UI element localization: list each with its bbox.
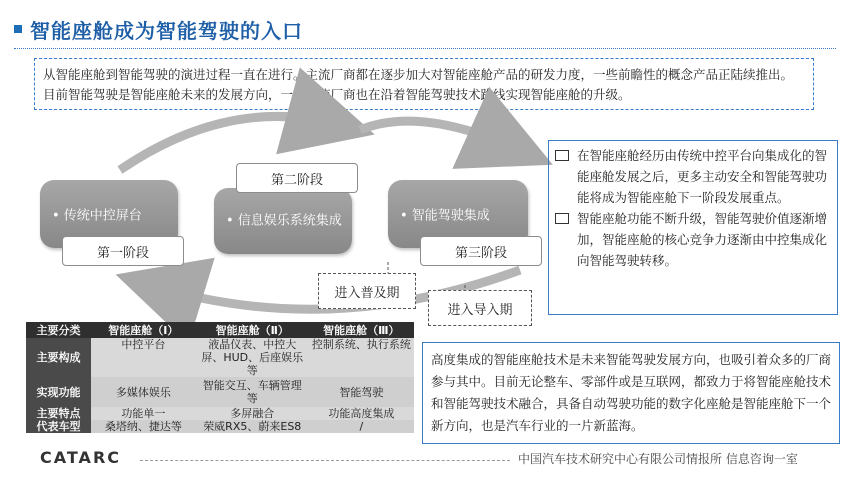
stage-3-label: 第三阶段 — [420, 236, 542, 266]
table-cell: / — [309, 420, 414, 433]
key-point-text: 在智能座舱经历由传统中控平台向集成化的智能座舱发展之后，更多主动安全和智能驾驶功能将成为智能座舱下一阶段发展重点。 — [577, 148, 828, 205]
row-label: 主要构成 — [26, 338, 91, 377]
table-cell: 控制系统、执行系统 — [309, 338, 414, 377]
table-cell: 多媒体娱乐 — [91, 377, 196, 407]
stage-1-text: • 传统中控屏台 — [52, 208, 142, 224]
checkbox-square-icon — [555, 150, 569, 161]
summary-box: 高度集成的智能座舱技术是未来智能驾驶发展方向，也吸引着众多的厂商参与其中。目前无论整车、零部件或是互联网，都致力于将智能座舱技术和智能驾驶技术融合，具备自动驾驶功能的数字化座舱是智能座舱下一个新方向，也是汽车行业的一片新蓝海。 — [422, 342, 840, 444]
arc-arrow-top-right — [360, 121, 520, 150]
table-row — [26, 377, 414, 407]
table-row — [26, 338, 414, 377]
stage-3-text: • 智能驾驶集成 — [400, 208, 490, 224]
key-points-panel — [548, 140, 838, 315]
footer-org: 中国汽车技术研究中心有限公司情报所 信息咨询一室 — [518, 452, 798, 466]
stage-2-label: 第二阶段 — [236, 163, 358, 193]
stage-2-box — [214, 188, 352, 254]
table-cell: 荣威RX5、蔚来ES8 — [196, 420, 309, 433]
footer-divider — [140, 460, 510, 461]
comparison-table — [26, 322, 414, 433]
table-header-cell: 智能座舱（Ⅲ） — [309, 322, 414, 338]
table-row — [26, 407, 414, 420]
table-header-cell: 智能座舱（Ⅰ） — [91, 322, 196, 338]
phase-note-introduction: 进入导入期 — [428, 290, 532, 326]
key-point-item — [555, 208, 827, 271]
table-cell: 功能高度集成 — [309, 407, 414, 420]
stage-2-text: • 信息娱乐系统集成 — [226, 213, 342, 229]
arc-arrow-top-left — [120, 116, 340, 170]
intro-box: 从智能座舱到智能驾驶的演进过程一直在进行。主流厂商都在逐步加大对智能座舱产品的研发力度，一些前瞻性的概念产品正陆续推出。目前智能驾驶是智能座舱未来的发展方向，一些主流厂商也在沿着智能驾驶技术路线实现智能座舱的升级。 — [34, 58, 814, 110]
catarc-logo: CATARC — [40, 448, 121, 467]
row-label: 代表车型 — [26, 420, 91, 433]
key-point-item — [555, 145, 827, 208]
table-header-cell: 主要分类 — [26, 322, 91, 338]
table-cell: 功能单一 — [91, 407, 196, 420]
row-label: 主要特点 — [26, 407, 91, 420]
table-header-row — [26, 322, 414, 338]
checkbox-square-icon — [555, 213, 569, 224]
table-cell: 智能交互、车辆管理等 — [196, 377, 309, 407]
page-title: 智能座舱成为智能驾驶的入口 — [30, 18, 303, 43]
row-label: 实现功能 — [26, 377, 91, 407]
table-header-cell: 智能座舱（Ⅱ） — [196, 322, 309, 338]
table-cell: 多屏融合 — [196, 407, 309, 420]
key-point-text: 智能座舱功能不断升级，智能驾驶价值逐渐增加，智能座舱的核心竞争力逐渐由中控集成化向智能驾驶转移。 — [577, 211, 828, 268]
table-cell: 液晶仪表、中控大屏、HUD、后座娱乐等 — [196, 338, 309, 377]
table-cell: 中控平台 — [91, 338, 196, 377]
table-cell: 智能驾驶 — [309, 377, 414, 407]
stage-1-label: 第一阶段 — [62, 236, 184, 266]
phase-note-popularization: 进入普及期 — [318, 273, 416, 309]
table-cell: 桑塔纳、捷达等 — [91, 420, 196, 433]
table-row — [26, 420, 414, 433]
